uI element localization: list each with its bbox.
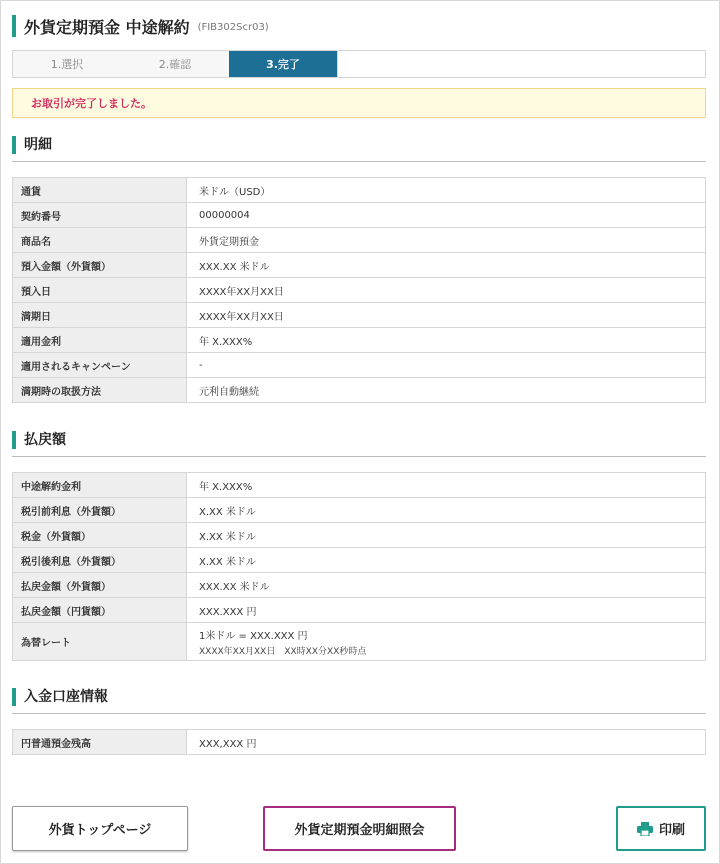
refund-row-label: 払戻金額（外貨額） <box>13 573 187 598</box>
refund-row-label: 税引前利息（外貨額） <box>13 498 187 523</box>
deposit-section-heading <box>12 688 706 714</box>
screen-id: (FIB302Scr03) <box>197 22 269 33</box>
details-row-label: 通貨 <box>13 178 187 203</box>
refund-row-label: 為替レート <box>13 623 187 661</box>
details-row-value-text: - <box>199 359 203 371</box>
details-row <box>13 228 706 253</box>
deposit-table <box>12 729 706 755</box>
details-row-value <box>187 278 706 303</box>
refund-row-value <box>187 573 706 598</box>
details-row-value-text: 外貨定期預金 <box>199 236 259 248</box>
details-row-label: 満期時の取扱方法 <box>13 378 187 403</box>
refund-row-label: 税金（外貨額） <box>13 523 187 548</box>
deposit-row-value <box>187 730 706 755</box>
page-title: 外貨定期預金 中途解約 <box>24 17 190 37</box>
details-row <box>13 328 706 353</box>
refund-row-value <box>187 623 706 661</box>
details-row-value <box>187 228 706 253</box>
printer-icon <box>637 822 653 836</box>
refund-row-label: 中途解約金利 <box>13 473 187 498</box>
details-row-value-text: XXX.XX 米ドル <box>199 261 270 273</box>
refund-row-value <box>187 523 706 548</box>
details-row <box>13 378 706 403</box>
details-row <box>13 278 706 303</box>
refund-row-value <box>187 498 706 523</box>
refund-row-label: 税引後利息（外貨額） <box>13 548 187 573</box>
step-complete: 3.完了 <box>229 51 337 77</box>
details-row-value <box>187 353 706 378</box>
refund-row <box>13 623 706 661</box>
details-row-label: 適用金利 <box>13 328 187 353</box>
details-row <box>13 178 706 203</box>
refund-row <box>13 598 706 623</box>
section-accent-bar <box>12 136 16 154</box>
details-row-value-text: XXXX年XX月XX日 <box>199 286 284 298</box>
deposit-row-value-text: XXX,XXX 円 <box>199 738 257 750</box>
details-row-value-text: 元利自動継続 <box>199 386 259 398</box>
foreign-currency-top-label: 外貨トップページ <box>48 823 152 838</box>
print-label: 印刷 <box>658 823 685 838</box>
details-row-value-text: 00000004 <box>199 209 250 221</box>
refund-row-value <box>187 598 706 623</box>
details-row-value-text: XXXX年XX月XX日 <box>199 311 284 323</box>
refund-row-value-text: X.XX 米ドル <box>199 531 256 543</box>
refund-row-value <box>187 548 706 573</box>
details-row-label: 契約番号 <box>13 203 187 228</box>
refund-row-value-text: X.XX 米ドル <box>199 556 256 568</box>
refund-row-value-text: XXX.XX 米ドル <box>199 581 270 593</box>
refund-table <box>12 472 706 661</box>
step-select: 1.選択 <box>50 58 84 71</box>
time-deposit-detail-label: 外貨定期預金明細照会 <box>294 823 425 838</box>
completion-notice: お取引が完了しました。 <box>12 88 706 118</box>
details-row <box>13 253 706 278</box>
foreign-currency-top-button[interactable] <box>12 806 188 851</box>
print-button[interactable] <box>616 806 706 851</box>
details-row-label: 預入金額（外貨額） <box>13 253 187 278</box>
refund-row-value-text: XXX.XXX 円 <box>199 606 257 618</box>
progress-steps <box>12 50 706 78</box>
details-row-value <box>187 378 706 403</box>
refund-row <box>13 498 706 523</box>
details-row-label: 預入日 <box>13 278 187 303</box>
refund-heading-label: 払戻額 <box>24 432 66 448</box>
page-header <box>12 14 269 38</box>
deposit-row-label: 円普通預金残高 <box>13 730 187 755</box>
deposit-row <box>13 730 706 755</box>
refund-row-value-text: 年 X.XXX% <box>199 481 253 493</box>
details-row <box>13 303 706 328</box>
refund-row-label: 払戻金額（円貨額） <box>13 598 187 623</box>
refund-row-value-subtext: XXXX年XX月XX日 XX時XX分XX秒時点 <box>199 646 367 657</box>
refund-section-heading <box>12 431 706 457</box>
details-row-value-text: 米ドル（USD） <box>199 186 271 198</box>
title-accent-bar <box>12 15 16 37</box>
refund-row-value-text: X.XX 米ドル <box>199 506 256 518</box>
details-row-value <box>187 253 706 278</box>
details-section-heading <box>12 136 706 162</box>
steps-filler <box>337 51 705 77</box>
details-row-label: 満期日 <box>13 303 187 328</box>
details-row-value <box>187 178 706 203</box>
section-accent-bar <box>12 688 16 706</box>
details-row-value <box>187 303 706 328</box>
refund-row <box>13 573 706 598</box>
refund-row-value-text: 1米ドル = XXX.XXX 円 <box>199 630 308 642</box>
details-row-label: 商品名 <box>13 228 187 253</box>
details-row-label: 適用されるキャンペーン <box>13 353 187 378</box>
details-row <box>13 203 706 228</box>
refund-row <box>13 473 706 498</box>
details-table <box>12 177 706 403</box>
section-accent-bar <box>12 431 16 449</box>
details-row-value-text: 年 X.XXX% <box>199 336 253 348</box>
details-row <box>13 353 706 378</box>
time-deposit-detail-button[interactable] <box>263 806 456 851</box>
details-row-value <box>187 328 706 353</box>
details-row-value <box>187 203 706 228</box>
details-heading-label: 明細 <box>24 137 52 153</box>
refund-row <box>13 548 706 573</box>
deposit-heading-label: 入金口座情報 <box>24 689 108 705</box>
refund-row <box>13 523 706 548</box>
step-confirm: 2.確認 <box>158 58 192 71</box>
refund-row-value <box>187 473 706 498</box>
